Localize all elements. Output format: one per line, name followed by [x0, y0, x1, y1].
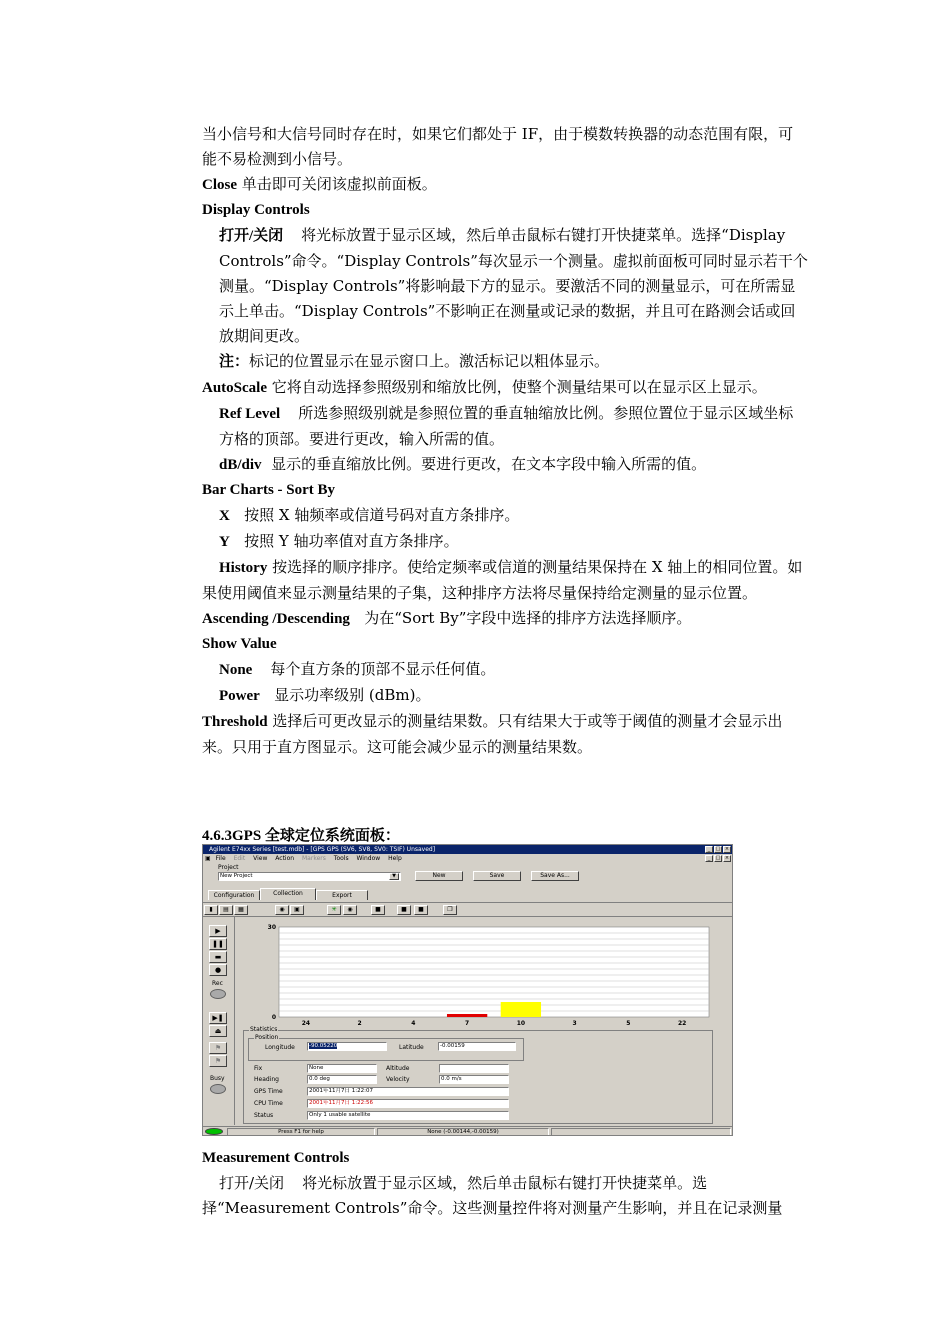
status-field[interactable]: Only 1 usable satellite: [307, 1111, 509, 1120]
chevron-down-icon[interactable]: ▼: [389, 873, 399, 880]
position-label: Position: [255, 1034, 279, 1041]
paragraph-toggle: 打开/关闭 将光标放置于显示区域，然后单击鼠标右键打开快捷菜单。选择“Display Controls”命令。“Display Controls”每次显示一个测量。虚拟前面板可同时显示若干个测量。“Display Controls”将影响最下方的显示。要激活不同的测量显示，可在所需显示上单击。“Display Controls”不影响正在测量或记录的数据，并且可在路测会话或回放期间更改。: [219, 226, 808, 345]
gps-time-label: GPS Time: [254, 1088, 283, 1095]
latitude-field[interactable]: -0.00159: [438, 1042, 516, 1051]
window-title: Agilent E74xx Series [test.mdb] - [GPS GPS (SV6, SV8, SV0: TSIF) Unsaved]: [209, 846, 436, 853]
pause-icon[interactable]: ❚❚: [209, 938, 227, 950]
longitude-value: -90.05220: [309, 1043, 338, 1049]
statistics-label: Statistics: [250, 1026, 278, 1033]
x-tick-label: 10: [516, 1020, 526, 1027]
x-tick-label: 24: [301, 1020, 311, 1027]
marker-icon[interactable]: ◉: [343, 905, 357, 915]
figure-title: 4.6.3GPS 全球定位系统面板：: [202, 828, 400, 844]
minimize-icon[interactable]: _: [705, 846, 713, 853]
y-tick-label: 30: [267, 924, 276, 931]
panel-icon[interactable]: ■: [371, 905, 385, 915]
statusbar-help: Press F1 for help: [227, 1128, 375, 1136]
close-icon[interactable]: ×: [724, 846, 730, 852]
app-icon: ▣: [205, 855, 211, 862]
restore-icon[interactable]: □: [715, 846, 721, 852]
paragraph-history: History 按选择的顺序排序。使给定频率或信道的测量结果保持在 X 轴上的相同位置。如果使用阈值来显示测量结果的子集，这种排序方法将尽量保持给定测量的显示位置。: [202, 558, 803, 602]
import-icon[interactable]: ■: [414, 905, 428, 915]
paragraph-autoscale: AutoScale 它将自动选择参照级别和缩放比例，使整个测量结果可以在显示区上显示。: [202, 378, 767, 396]
menu-edit[interactable]: Edit: [233, 855, 246, 862]
monitor-icon[interactable]: ▣: [290, 905, 304, 915]
menu-window[interactable]: Window: [356, 855, 381, 862]
heading-display-controls: Display Controls: [202, 202, 310, 218]
paragraph-note: 注：标记的位置显示在显示窗口上。激活标记以粗体显示。: [219, 352, 610, 370]
gps-panel-screenshot: [202, 844, 733, 1136]
control-sidebar: [204, 917, 235, 1125]
x-tick-label: 7: [465, 1020, 470, 1027]
table-view-icon[interactable]: ▦: [234, 905, 248, 915]
velocity-label: Velocity: [386, 1076, 410, 1083]
copy-icon[interactable]: ❐: [443, 905, 457, 915]
cpu-time-field[interactable]: 2001年11月7日 1:22:56: [307, 1099, 509, 1108]
rec-label: Rec: [212, 980, 223, 987]
statusbar: [203, 1126, 732, 1136]
bar-view-icon[interactable]: ▮: [204, 905, 218, 915]
heading-bar-charts: Bar Charts - Sort By: [202, 482, 336, 498]
x-tick-label: 5: [626, 1020, 631, 1027]
menubar: [203, 854, 732, 863]
paragraph-close: Close 单击即可关闭该虚拟前面板。: [202, 175, 437, 193]
cpu-time-label: CPU Time: [254, 1100, 283, 1107]
flag-alt-icon[interactable]: ⚑: [209, 1055, 227, 1067]
tab-collection[interactable]: Collection: [260, 888, 316, 900]
latitude-label: Latitude: [399, 1044, 424, 1051]
tab-configuration[interactable]: Configuration: [208, 890, 260, 900]
paragraph-ref-level: Ref Level 所选参照级别就是参照位置的垂直轴缩放比例。参照位置位于显示区域坐标方格的顶部。要进行更改，输入所需的值。: [219, 404, 794, 448]
child-minimize-icon[interactable]: _: [705, 855, 713, 862]
status-label: Status: [254, 1112, 274, 1119]
busy-indicator: [210, 1084, 226, 1094]
status-led: [205, 1128, 223, 1135]
project-select[interactable]: New Project: [218, 872, 401, 881]
paragraph-threshold: Threshold 选择后可更改显示的测量结果数。只有结果大于或等于阈值的测量才会显示出来。只用于直方图显示。这可能会减少显示的测量结果数。: [202, 712, 783, 756]
document-body-continued: [202, 1146, 808, 1221]
paragraph: 当小信号和大信号同时存在时，如果它们都处于 IF，由于模数转换器的动态范围有限，可能不易检测到小信号。: [202, 125, 794, 168]
toolbar: [203, 902, 732, 917]
statusbar-coords: None (-0.00144,-0.00159): [377, 1128, 549, 1136]
eject-icon[interactable]: ⏏: [209, 1025, 227, 1037]
gps-time-field[interactable]: 2001年11月7日 1:22:07: [307, 1087, 509, 1096]
stop-icon[interactable]: ▬: [209, 951, 227, 963]
new-button[interactable]: New: [415, 871, 463, 881]
statusbar-extra: [551, 1128, 731, 1136]
paragraph-sort-x: X 按照 X 轴频率或信道号码对直方条排序。: [219, 506, 520, 524]
record-icon[interactable]: ●: [209, 964, 227, 976]
fix-field[interactable]: None: [307, 1064, 377, 1073]
heading-label: Heading: [254, 1076, 279, 1083]
heading-measurement-controls: Measurement Controls: [202, 1150, 350, 1166]
menu-help[interactable]: Help: [388, 855, 402, 862]
longitude-label: Longitude: [265, 1044, 295, 1051]
paragraph-power: Power 显示功率级别 (dBm)。: [219, 686, 431, 704]
paragraph-measurement-toggle: 打开/关闭 将光标放置于显示区域，然后单击鼠标右键打开快捷菜单。选择“Measurement Controls”命令。这些测量控件将对测量产生影响，并且在记录测量: [202, 1174, 783, 1217]
menu-view[interactable]: View: [253, 855, 268, 862]
burst-icon[interactable]: ✳: [327, 905, 341, 915]
paragraph-none: None 每个直方条的顶部不显示任何值。: [219, 660, 496, 678]
rec-indicator: [210, 989, 226, 999]
menu-action[interactable]: Action: [275, 855, 295, 862]
heading-field[interactable]: 0.0 deg: [307, 1075, 377, 1084]
x-tick-label: 22: [677, 1020, 687, 1027]
export-icon[interactable]: ■: [397, 905, 411, 915]
gps-bar-chart: [237, 919, 732, 1029]
child-restore-icon[interactable]: □: [715, 855, 721, 861]
step-icon[interactable]: ▶❚: [209, 1012, 227, 1024]
fix-label: Fix: [254, 1065, 263, 1072]
x-tick-label: 2: [357, 1020, 362, 1027]
x-tick-label: 4: [411, 1020, 416, 1027]
menu-file[interactable]: File: [215, 855, 226, 862]
graph-view-icon[interactable]: ▤: [219, 905, 233, 915]
tab-export[interactable]: Export: [316, 890, 368, 900]
globe-icon[interactable]: ◉: [275, 905, 289, 915]
bar: [447, 1014, 487, 1017]
window-titlebar: [203, 845, 732, 854]
project-label: Project: [218, 864, 239, 871]
longitude-field[interactable]: [307, 1042, 387, 1051]
play-icon[interactable]: ▶: [209, 925, 227, 937]
altitude-field[interactable]: [439, 1064, 509, 1073]
paragraph-db-div: dB/div 显示的垂直缩放比例。要进行更改，在文本字段中输入所需的值。: [219, 455, 707, 473]
document-body: [202, 122, 808, 760]
velocity-field[interactable]: 0.0 m/s: [439, 1075, 509, 1084]
paragraph-sort-y: Y 按照 Y 轴功率值对直方条排序。: [219, 532, 459, 550]
y-tick-label: 0: [271, 1014, 276, 1021]
menu-tools[interactable]: Tools: [333, 855, 349, 862]
bar: [501, 1002, 541, 1017]
paragraph-ascending: Ascending /Descending 为在“Sort By”字段中选择的排序方法选择顺序。: [202, 609, 692, 627]
save-as-button[interactable]: Save As...: [531, 871, 579, 881]
x-tick-label: 3: [572, 1020, 577, 1027]
plot-area: [279, 927, 709, 1017]
altitude-label: Altitude: [386, 1065, 410, 1072]
heading-show-value: Show Value: [202, 636, 277, 652]
menu-markers[interactable]: Markers: [302, 855, 326, 862]
busy-label: Busy: [210, 1075, 225, 1082]
child-close-icon[interactable]: ×: [724, 855, 730, 861]
save-button[interactable]: Save: [473, 871, 521, 881]
flag-icon[interactable]: ⚑: [209, 1042, 227, 1054]
